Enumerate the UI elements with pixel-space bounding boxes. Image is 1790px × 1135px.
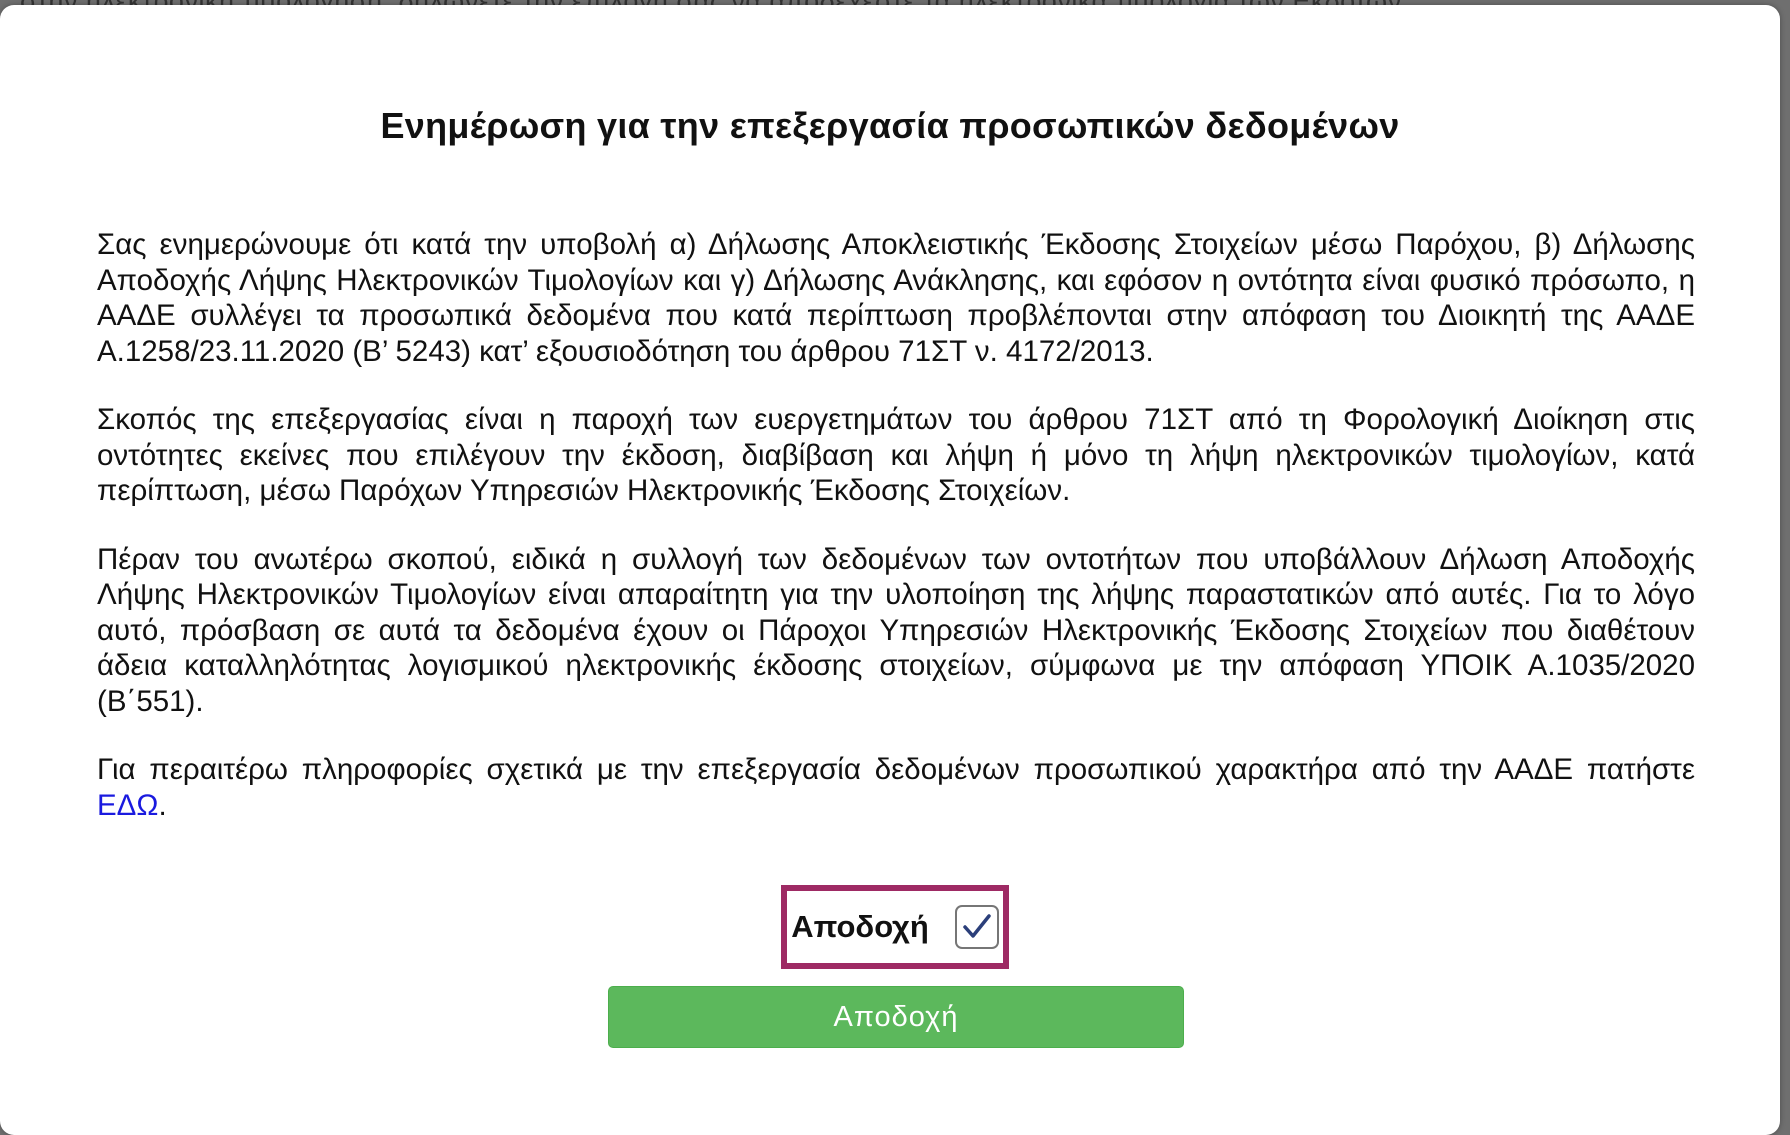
paragraph-more-info	[97, 752, 1695, 823]
here-link[interactable]: ΕΔΩ	[97, 788, 159, 822]
paragraph-processing-purpose: Σκοπός της επεξεργασίας είναι η παροχή των ευεργετημάτων του άρθρου 71ΣΤ από τη Φορολογική Διοίκηση στις οντότητες εκείνες που επιλέγουν την έκδοση, διαβίβαση και λήψη ή μόνο τη λήψη ηλεκτρονικών τιμολογίων, κατά περίπτωση, μέσω Παρόχων Υπηρεσιών Ηλεκτρονικής Έκδοσης Στοιχείων.	[97, 403, 1695, 507]
accept-checkbox[interactable]	[955, 905, 999, 949]
paragraph-data-access: Πέραν του ανωτέρω σκοπού, ειδικά η συλλογή των δεδομένων των οντοτήτων που υποβάλλουν Δήλωση Αποδοχής Λήψης Ηλεκτρονικών Τιμολογίων είναι απαραίτητη για την υλοποίηση της λήψης παραστατικών από αυτές. Για το λόγο αυτό, πρόσβαση σε αυτά τα δεδομένα έχουν οι Πάροχοι Υπηρεσιών Ηλεκτρονικής Έκδοσης Στοιχείων που διαθέτουν άδεια καταλληλότητας λογισμικού ηλεκτρονικής έκδοσης στοιχείων, σύμφωνα με την απόφαση ΥΠΟΙΚ Α.1035/2020 (Β΄551).	[97, 542, 1695, 718]
modal-body	[97, 227, 1695, 856]
more-info-text: Για περαιτέρω πληροφορίες σχετικά με την επεξεργασία δεδομένων προσωπικού χαρακτήρα από την ΑΑΔΕ πατήστε	[97, 753, 1695, 786]
accept-checkbox-group[interactable]	[781, 885, 1009, 969]
privacy-notice-modal	[0, 5, 1780, 1135]
paragraph-submission-info: Σας ενημερώνουμε ότι κατά την υποβολή α) Δήλωσης Αποκλειστικής Έκδοσης Στοιχείων μέσω Παρόχου, β) Δήλωσης Αποδοχής Λήψης Ηλεκτρονικών Τιμολογίων και γ) Δήλωσης Ανάκλησης, και εφόσον η οντότητα είναι φυσικό πρόσωπο, η ΑΑΔΕ συλλέγει τα προσωπικά δεδομένα που κατά περίπτωση προβλέπονται στην απόφαση του Διοικητή της ΑΑΔΕ Α.1258/23.11.2020 (Β’ 5243) κατ’ εξουσιοδότηση του άρθρου 71ΣΤ ν. 4172/2013.	[97, 228, 1695, 368]
modal-title: Ενημέρωση για την επεξεργασία προσωπικών δεδομένων	[380, 105, 1400, 146]
accept-checkbox-label: Αποδοχή	[791, 909, 929, 944]
accept-button[interactable]: Αποδοχή	[608, 986, 1184, 1048]
check-icon	[961, 912, 993, 942]
more-info-period: .	[158, 788, 167, 822]
